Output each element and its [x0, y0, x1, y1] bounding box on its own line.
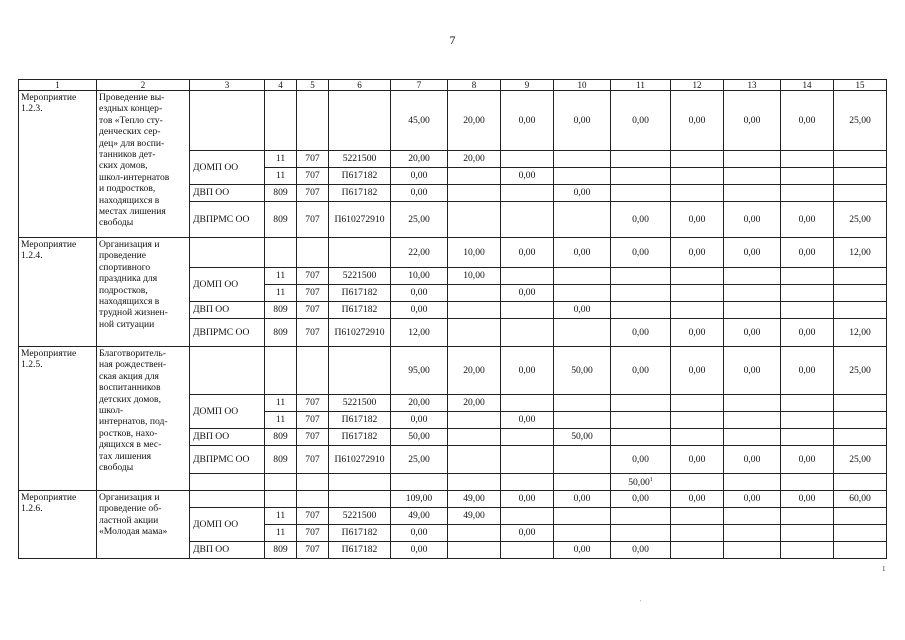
cell: 809: [265, 319, 297, 347]
cell: П610272910: [329, 446, 391, 474]
col-header: 6: [329, 80, 391, 91]
cell: 20,00: [448, 395, 501, 412]
cell: 10,00: [448, 238, 501, 268]
cell: 45,00: [391, 91, 448, 151]
cell: 809: [265, 185, 297, 202]
col-header: 5: [297, 80, 329, 91]
cell: 50,00: [391, 429, 448, 446]
cell: 0,00: [781, 446, 834, 474]
cell: 20,00: [448, 151, 501, 168]
cell: 0,00: [671, 238, 724, 268]
cell: 22,00: [391, 238, 448, 268]
cell: 25,00: [391, 202, 448, 238]
cell: 707: [297, 151, 329, 168]
cell: 11: [265, 285, 297, 302]
col-header: 7: [391, 80, 448, 91]
cell: 0,00: [671, 202, 724, 238]
event-name: Организация и проведение спортивного праздника для подростков, находящихся в трудной жизнен- ной ситуации: [97, 238, 190, 347]
table-row: [19, 238, 887, 268]
cell: 0,00: [611, 91, 671, 151]
department-cell: ДВП ОО: [190, 185, 265, 202]
cell: 0,00: [671, 91, 724, 151]
cell: 25,00: [391, 446, 448, 474]
department-cell: ДВПРМС ОО: [190, 319, 265, 347]
department-cell: ДОМП ОО: [190, 151, 265, 185]
cell: 20,00: [448, 91, 501, 151]
col-header: 1: [19, 80, 97, 91]
cell: 809: [265, 202, 297, 238]
cell: 707: [297, 412, 329, 429]
page-number: 7: [449, 33, 456, 47]
cell: П617182: [329, 525, 391, 542]
cell: 49,00: [391, 508, 448, 525]
event-name: Проведение вы- ездных концер- тов «Тепло сту- денческих сер- дец» для воспи- танников дет- ских домов, школ-интернатов и подростков, находящихся в местах лишения свободы: [97, 91, 190, 238]
col-header: 12: [671, 80, 724, 91]
cell: 707: [297, 446, 329, 474]
cell: 0,00: [554, 542, 611, 559]
department-cell: ДВП ОО: [190, 302, 265, 319]
cell: 707: [297, 168, 329, 185]
cell: 11: [265, 508, 297, 525]
department-cell: ДВПРМС ОО: [190, 446, 265, 474]
cell: 0,00: [501, 238, 554, 268]
cell: П617182: [329, 412, 391, 429]
cell: 5221500: [329, 151, 391, 168]
cell: 0,00: [501, 412, 554, 429]
cell: 49,00: [448, 508, 501, 525]
cell: 0,00: [611, 347, 671, 395]
cell: 0,00: [724, 238, 781, 268]
cell: 707: [297, 302, 329, 319]
cell: 11: [265, 412, 297, 429]
col-header: 11: [611, 80, 671, 91]
cell: 0,00: [724, 319, 781, 347]
cell: 0,00: [391, 285, 448, 302]
cell: 50,00: [554, 347, 611, 395]
cell: 0,00: [501, 347, 554, 395]
cell: 50,00$^1$: [611, 474, 671, 491]
cell: П617182: [329, 429, 391, 446]
cell: 95,00: [391, 347, 448, 395]
cell: 5221500: [329, 395, 391, 412]
cell: П610272910: [329, 319, 391, 347]
cell: 0,00: [501, 525, 554, 542]
cell: 11: [265, 525, 297, 542]
cell: 0,00: [611, 446, 671, 474]
table-row: [19, 91, 887, 151]
cell: 25,00: [834, 446, 887, 474]
cell: 0,00: [611, 202, 671, 238]
department-cell: ДОМП ОО: [190, 508, 265, 542]
cell: 0,00: [671, 446, 724, 474]
cell: 0,00: [611, 319, 671, 347]
cell: 12,00: [834, 238, 887, 268]
cell: 0,00: [724, 347, 781, 395]
cell: 25,00: [834, 347, 887, 395]
event-code: Мероприятие 1.2.6.: [19, 491, 97, 559]
cell: 809: [265, 542, 297, 559]
cell: 49,00: [448, 491, 501, 508]
department-cell: ДВП ОО: [190, 429, 265, 446]
cell: 0,00: [671, 491, 724, 508]
cell: 809: [265, 446, 297, 474]
cell: 707: [297, 508, 329, 525]
cell: 11: [265, 168, 297, 185]
cell: 707: [297, 525, 329, 542]
cell: 707: [297, 202, 329, 238]
table-row: [19, 347, 887, 395]
cell: 0,00: [391, 542, 448, 559]
event-code: Мероприятие 1.2.5.: [19, 347, 97, 491]
cell: 707: [297, 268, 329, 285]
cell: 0,00: [724, 491, 781, 508]
cell: 0,00: [724, 202, 781, 238]
cell: 0,00: [501, 91, 554, 151]
cell: 0,00: [671, 319, 724, 347]
cell: 20,00: [391, 395, 448, 412]
col-header: 4: [265, 80, 297, 91]
cell: 25,00: [834, 91, 887, 151]
cell: 0,00: [724, 446, 781, 474]
cell: 0,00: [611, 491, 671, 508]
cell: 0,00: [611, 238, 671, 268]
cell: 707: [297, 319, 329, 347]
cell: 20,00: [448, 347, 501, 395]
cell: 25,00: [834, 202, 887, 238]
cell: П617182: [329, 285, 391, 302]
cell: 809: [265, 302, 297, 319]
cell: 0,00: [501, 168, 554, 185]
cell: 0,00: [781, 319, 834, 347]
cell: 109,00: [391, 491, 448, 508]
cell: 11: [265, 268, 297, 285]
cell: 0,00: [554, 238, 611, 268]
cell: 0,00: [671, 347, 724, 395]
cell: 809: [265, 429, 297, 446]
cell: 5221500: [329, 268, 391, 285]
cell: 10,00: [448, 268, 501, 285]
department-cell: ДОМП ОО: [190, 395, 265, 429]
event-code: Мероприятие 1.2.4.: [19, 238, 97, 347]
col-header: 2: [97, 80, 190, 91]
cell: 707: [297, 395, 329, 412]
cell: 10,00: [391, 268, 448, 285]
col-header: 15: [834, 80, 887, 91]
cell: 0,00: [781, 347, 834, 395]
cell: 12,00: [391, 319, 448, 347]
cell: 0,00: [554, 91, 611, 151]
cell: 0,00: [554, 185, 611, 202]
col-header: 8: [448, 80, 501, 91]
cell: 0,00: [391, 168, 448, 185]
cell: 0,00: [391, 302, 448, 319]
cell: 50,00: [554, 429, 611, 446]
cell: 0,00: [781, 491, 834, 508]
cell: 707: [297, 285, 329, 302]
col-header: 10: [554, 80, 611, 91]
col-header: 14: [781, 80, 834, 91]
event-name: Благотворитель- ная рождествен- ская акция для воспитанников детских домов, школ- интернатов, под- ростков, нахо- дящихся в мес- тах лишения свободы: [97, 347, 190, 491]
col-header: 13: [724, 80, 781, 91]
cell: 0,00: [391, 525, 448, 542]
cell: 0,00: [781, 91, 834, 151]
table-row: [19, 491, 887, 508]
cell: П617182: [329, 185, 391, 202]
cell: 0,00: [501, 285, 554, 302]
cell: 0,00: [554, 302, 611, 319]
cell: П617182: [329, 302, 391, 319]
col-header: 9: [501, 80, 554, 91]
cell: 11: [265, 395, 297, 412]
cell: 0,00: [501, 491, 554, 508]
cell: П610272910: [329, 202, 391, 238]
cell: 707: [297, 542, 329, 559]
event-code: Мероприятие 1.2.3.: [19, 91, 97, 238]
cell: 0,00: [781, 202, 834, 238]
cell: 20,00: [391, 151, 448, 168]
department-cell: ДВП ОО: [190, 542, 265, 559]
cell: 0,00: [391, 412, 448, 429]
cell: 12,00: [834, 319, 887, 347]
cell: 707: [297, 185, 329, 202]
department-cell: ДВПРМС ОО: [190, 202, 265, 238]
cell: 0,00: [611, 542, 671, 559]
column-number-row: [19, 80, 887, 91]
cell: 0,00: [781, 238, 834, 268]
cell: П617182: [329, 542, 391, 559]
cell: 11: [265, 151, 297, 168]
cell: 0,00: [391, 185, 448, 202]
cell: 60,00: [834, 491, 887, 508]
cell: 0,00: [554, 491, 611, 508]
event-name: Организация и проведение об- ластной акции «Молодая мама»: [97, 491, 190, 559]
department-cell: ДОМП ОО: [190, 268, 265, 302]
cell: 707: [297, 429, 329, 446]
cell: П617182: [329, 168, 391, 185]
scan-mark: 1: [882, 565, 886, 573]
col-header: 3: [190, 80, 265, 91]
budget-table: [18, 79, 887, 559]
scan-mark: ': [640, 600, 642, 606]
cell: 0,00: [724, 91, 781, 151]
cell: 5221500: [329, 508, 391, 525]
